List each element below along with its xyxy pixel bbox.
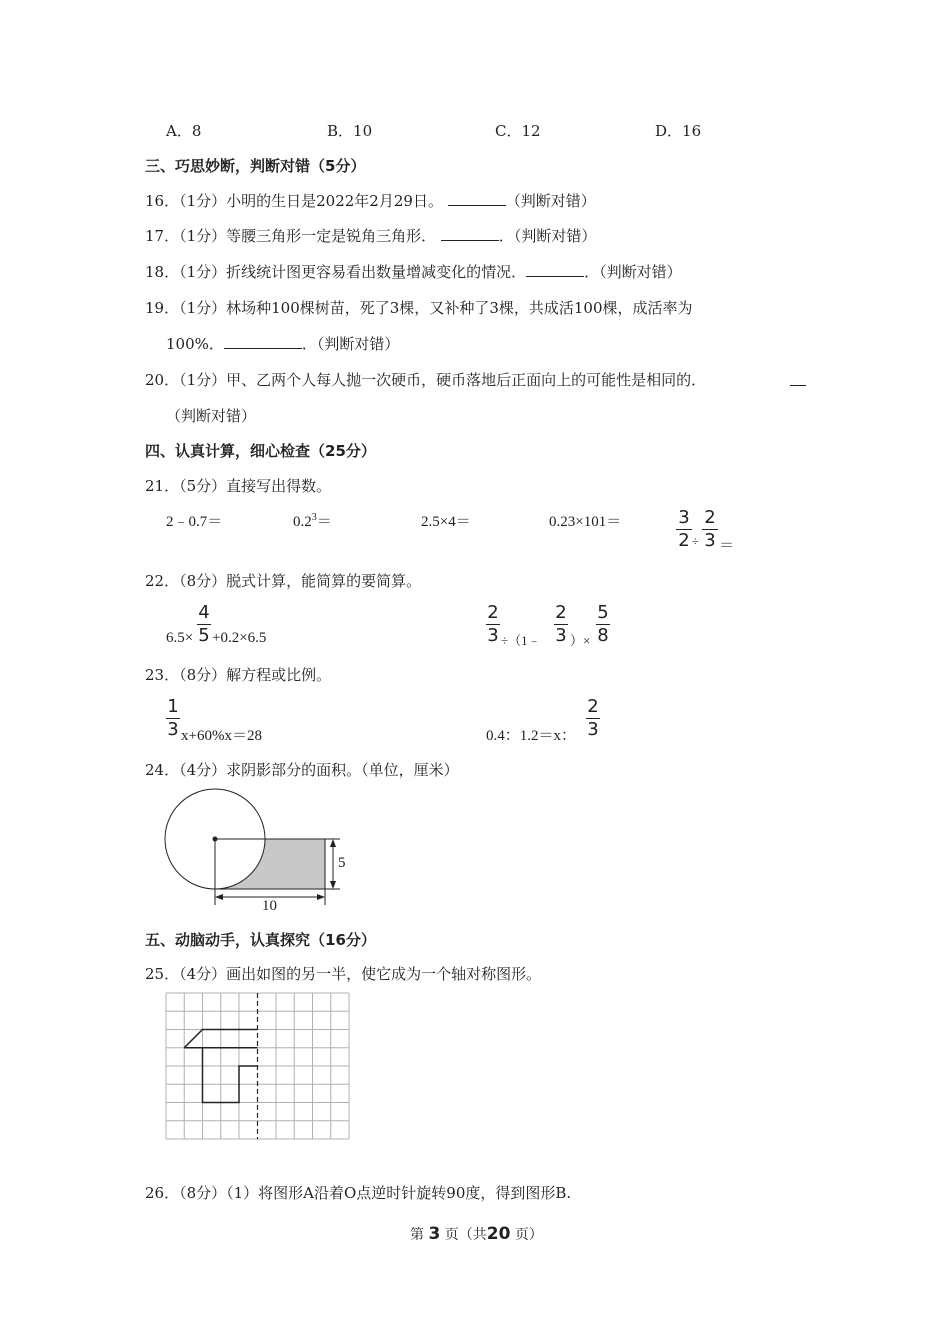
fraction: 1 3 [167,696,179,740]
fraction: 2 3 [555,602,567,646]
question-21: 21．（5分）直接写出得数。 [145,477,332,495]
question-20-line2: （判断对错） [166,407,257,425]
expr-22b-mid2: ）× [570,633,591,648]
fraction: 5 8 [597,602,609,646]
section3-title: 三、巧思妙断，判断对错（5分） [145,157,366,175]
option-a: A．8 [166,122,202,140]
expr-22b-mid: ÷（1﹣ [501,633,541,648]
option-d: D．16 [655,122,702,140]
equation-23a: x+60%x＝28 [181,728,262,744]
proportion-23b: 0.4：1.2＝x： [486,728,577,744]
fraction: 2 3 [487,602,499,646]
section4-title: 四、认真计算，细心检查（25分） [145,442,376,460]
question-18: 18．（1分）折线统计图更容易看出数量增减变化的情况． ．（判断对错） [145,263,682,281]
question-19-line2: 100%． ．（判断对错） [166,335,400,353]
fraction: 3 2 [676,508,692,551]
fraction: 2 3 [587,696,599,740]
question-19: 19．（1分）林场种100棵树苗，死了3棵，又补种了3棵，共成活100棵，成活率为 [145,299,693,317]
divide-sign: ÷ [692,534,699,548]
question-16: 16．（1分）小明的生日是2022年2月29日。 （判断对错） [145,192,596,210]
answer-blank [448,205,506,206]
label-width: 10 [262,898,277,914]
equals-sign: ＝ [719,538,735,554]
symmetry-grid [160,990,356,1146]
expr-22a-post: +0.2×6.5 [212,630,267,646]
calc-2: $0.2^3=$ [293,512,332,530]
question-17: 17．（1分）等腰三角形一定是锐角三角形． ．（判断对错） [145,227,597,245]
question-23: 23．（8分）解方程或比例。 [145,666,332,684]
page-footer: 第 3 页（共20 页） [410,1224,543,1244]
calc-1: 2﹣0.7＝ [166,514,223,530]
calc-3: 2.5×4＝ [421,514,471,530]
option-b: B．10 [327,122,373,140]
question-20: 20．（1分）甲、乙两个人每人抛一次硬币，硬币落地后正面向上的可能性是相同的． [145,371,707,389]
fraction: 4 5 [198,602,210,646]
answer-blank [441,240,499,241]
fraction: 2 3 [702,508,718,551]
option-c: C．12 [495,122,541,140]
expr-22a-pre: 6.5× [166,630,194,646]
answer-blank [526,276,584,277]
section5-title: 五、动脑动手，认真探究（16分） [145,931,376,949]
shaded-area-figure [160,785,360,920]
label-height: 5 [338,855,346,871]
answer-blank [790,369,806,386]
question-26: 26．（8分）（1）将图形A沿着O点逆时针旋转90度，得到图形B. [145,1184,572,1202]
question-24: 24．（4分）求阴影部分的面积。（单位，厘米） [145,761,459,779]
calc-4: 0.23×101＝ [549,514,622,530]
question-22: 22．（8分）脱式计算，能简算的要简算。 [145,572,422,590]
answer-blank [224,348,302,349]
question-25: 25．（4分）画出如图的另一半，使它成为一个轴对称图形。 [145,965,542,983]
